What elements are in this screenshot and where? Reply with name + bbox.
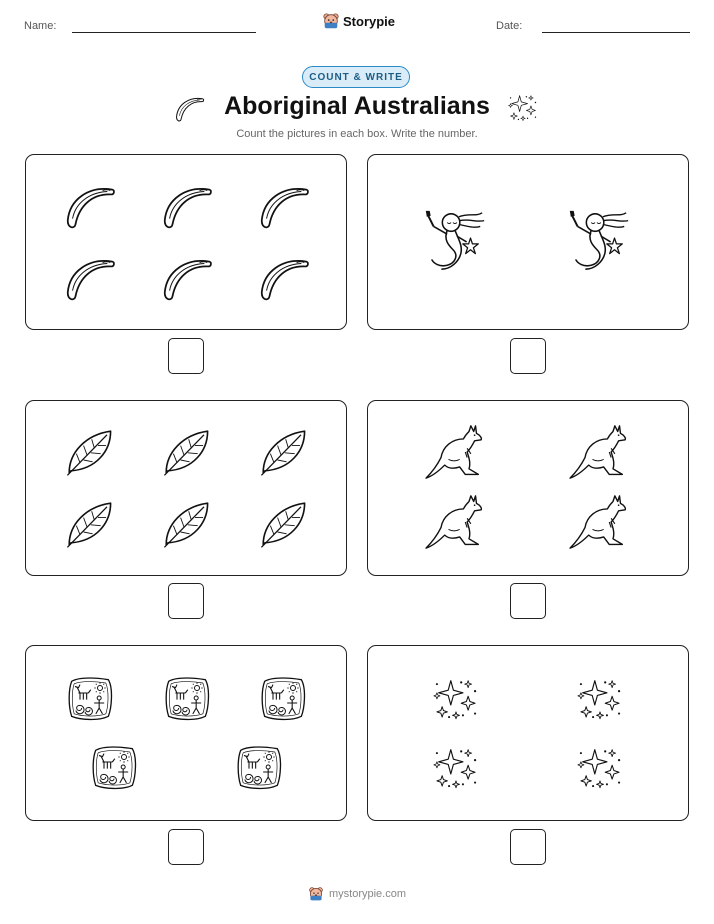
name-label: Name: <box>24 20 57 32</box>
sparkles-icon <box>574 672 626 724</box>
page-title: Aboriginal Australians <box>224 92 490 120</box>
kangaroo-icon <box>566 494 632 550</box>
brand-logo <box>322 12 395 30</box>
worksheet-badge: COUNT & WRITE <box>302 66 410 88</box>
sparkles-icon <box>506 90 540 124</box>
bear-mascot-icon <box>322 12 340 30</box>
date-label: Date: <box>496 20 523 32</box>
leaf-icon <box>62 424 116 478</box>
sparkles-icon <box>430 741 482 793</box>
answer-box-sparkles[interactable] <box>510 829 546 865</box>
sparkles-icon <box>574 741 626 793</box>
date-field-line[interactable] <box>542 32 690 33</box>
boomerang-icon <box>157 178 215 236</box>
boomerang-icon <box>157 250 215 308</box>
boomerang-icon <box>60 178 118 236</box>
count-box-rock-art <box>25 645 347 821</box>
answer-box-kangaroos[interactable] <box>510 583 546 619</box>
leaf-icon <box>256 496 310 550</box>
instructions: Count the pictures in each box. Write the number. <box>236 128 478 140</box>
rock-art-icon <box>162 673 212 723</box>
rock-art-icon <box>234 742 284 792</box>
rock-art-icon <box>89 742 139 792</box>
boomerang-icon <box>254 250 312 308</box>
leaf-icon <box>159 496 213 550</box>
dreamtime-spirit-icon <box>564 207 632 275</box>
answer-box-rock-art[interactable] <box>168 829 204 865</box>
name-field-line[interactable] <box>72 32 256 33</box>
count-box-spirits <box>367 154 689 330</box>
leaf-icon <box>62 496 116 550</box>
kangaroo-icon <box>422 424 488 480</box>
sparkles-icon <box>430 672 482 724</box>
leaf-icon <box>256 424 310 478</box>
answer-box-leaves[interactable] <box>168 583 204 619</box>
kangaroo-icon <box>566 424 632 480</box>
count-box-kangaroos <box>367 400 689 576</box>
leaf-icon <box>159 424 213 478</box>
boomerang-icon <box>254 178 312 236</box>
brand-name: Storypie <box>343 13 396 29</box>
boomerang-icon <box>60 250 118 308</box>
dreamtime-spirit-icon <box>420 207 488 275</box>
count-box-sparkles <box>367 645 689 821</box>
rock-art-icon <box>65 673 115 723</box>
kangaroo-icon <box>422 494 488 550</box>
footer <box>308 886 406 902</box>
rock-art-icon <box>258 673 308 723</box>
answer-box-boomerangs[interactable] <box>168 338 204 374</box>
bear-mascot-icon <box>308 886 324 902</box>
answer-box-spirits[interactable] <box>510 338 546 374</box>
footer-site: mystorypie.com <box>329 888 407 900</box>
